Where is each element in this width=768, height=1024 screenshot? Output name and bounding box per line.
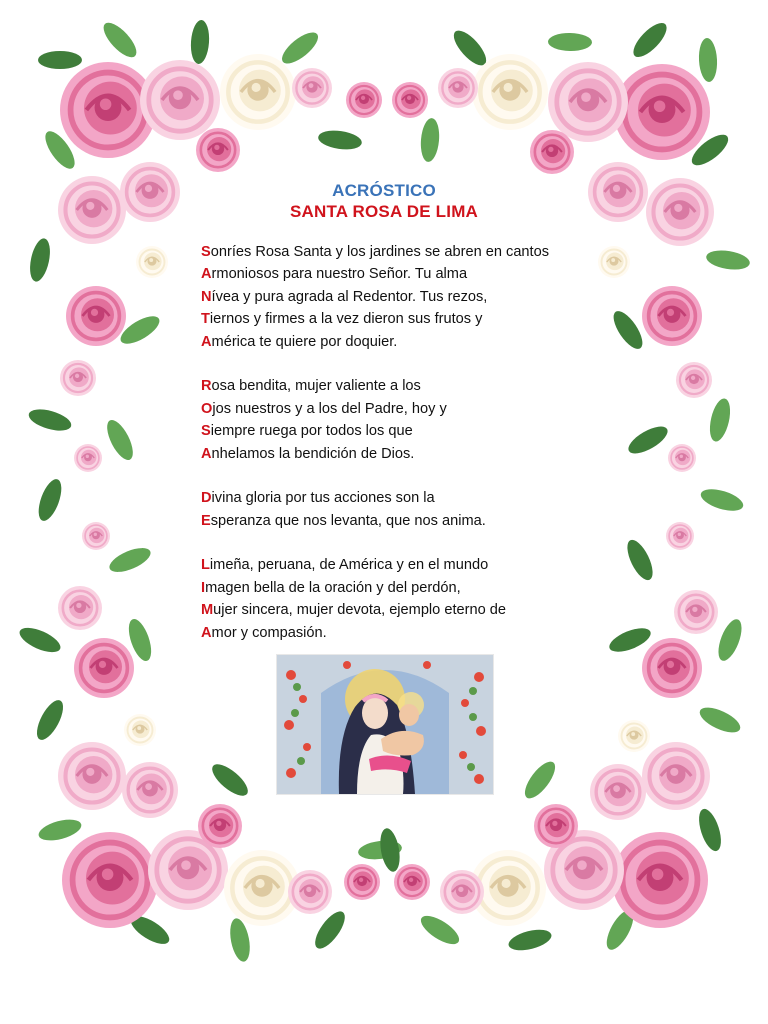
rose-flower — [62, 832, 158, 928]
leaf — [317, 128, 363, 152]
poem-line-text: speranza que nos levanta, que nos anima. — [210, 512, 486, 529]
poem-line-text: ujer sincera, mujer devota, ejemplo eterno de — [213, 602, 507, 619]
rose-flower — [124, 714, 156, 746]
rose-flower — [394, 864, 430, 900]
rose-flower — [122, 762, 178, 818]
leaf — [189, 19, 210, 64]
leaf — [106, 543, 154, 577]
rose-flower — [60, 360, 96, 396]
leaf — [417, 910, 464, 949]
poem-line-text: rmoniosos para nuestro Señor. Tu alma — [211, 266, 468, 283]
rose-flower — [140, 60, 220, 140]
rose-flower — [74, 638, 134, 698]
acrostic-initial: S — [201, 244, 211, 260]
rose-flower — [198, 804, 242, 848]
leaf — [695, 806, 726, 853]
leaf — [696, 703, 743, 738]
leaf — [606, 623, 654, 656]
poem-line — [201, 622, 581, 644]
leaf — [548, 33, 592, 52]
poem-line — [201, 487, 581, 509]
leaf — [520, 757, 561, 803]
acrostic-initial: A — [201, 624, 212, 641]
rose-flower — [58, 586, 102, 630]
poem-line-text: imeña, peruana, de América y en el mundo — [209, 557, 489, 574]
stanza — [201, 487, 581, 532]
poem-line — [201, 443, 581, 465]
leaf — [98, 18, 141, 62]
leaf — [698, 485, 745, 515]
leaf — [608, 307, 648, 354]
leaf — [628, 18, 672, 62]
leaf — [38, 51, 82, 69]
acrostic-initial: E — [201, 512, 211, 529]
rose-flower — [392, 82, 428, 118]
poem-line — [201, 510, 581, 532]
leaf — [310, 907, 350, 953]
rose-flower — [220, 54, 296, 130]
acrostic-initial: A — [201, 333, 212, 350]
acrostic-initial: M — [201, 602, 214, 619]
poem-line — [201, 554, 581, 576]
acrostic-initial: O — [201, 400, 213, 417]
acrostic-initial: A — [201, 266, 212, 283]
rose-flower — [666, 522, 694, 550]
acrostic-initial: A — [201, 445, 212, 462]
leaf — [377, 827, 402, 873]
acrostic-initial: T — [201, 311, 210, 328]
poem-line-text: onríes Rosa Santa y los jardines se abren en cantos — [210, 244, 550, 260]
rose-flower — [66, 286, 126, 346]
poem-line-text: osa bendita, mujer valiente a los — [211, 378, 421, 395]
acrostic-initial: D — [201, 490, 212, 507]
stanza — [201, 241, 581, 353]
poem-line — [201, 375, 581, 397]
poem-line-text: ivina gloria por tus acciones son la — [211, 490, 435, 507]
leaf — [27, 237, 54, 284]
rose-flower — [440, 870, 484, 914]
poem-line — [201, 599, 581, 621]
poem-line — [201, 577, 581, 599]
poem-line-text: nhelamos la bendición de Dios. — [211, 445, 415, 462]
leaf — [34, 476, 66, 524]
leaf — [706, 397, 733, 444]
rose-flower — [614, 64, 710, 160]
acrostic-initial: S — [201, 423, 211, 440]
stanza — [201, 375, 581, 465]
rose-flower — [472, 54, 548, 130]
rose-flower — [82, 522, 110, 550]
rose-flower — [618, 720, 650, 752]
rose-flower — [74, 444, 102, 472]
poem-line — [201, 398, 581, 420]
acrostic-initial: R — [201, 378, 212, 395]
leaf — [624, 421, 671, 459]
poem-line-text: mor y compasión. — [211, 624, 327, 641]
acrostic-initial: N — [201, 288, 212, 305]
poem-line-text: iempre ruega por todos los que — [210, 423, 413, 440]
leaf — [26, 405, 73, 434]
poem-line — [201, 241, 581, 263]
rose-flower — [530, 130, 574, 174]
leaf — [622, 536, 657, 583]
poem-line — [201, 286, 581, 308]
rose-flower — [676, 362, 712, 398]
leaf — [277, 27, 323, 69]
leaf — [705, 248, 751, 273]
acrostic-kicker: ACRÓSTICO — [332, 181, 436, 200]
poem-line-text: jos nuestros y a los del Padre, hoy y — [212, 400, 447, 417]
rose-flower — [674, 590, 718, 634]
poem-line — [201, 308, 581, 330]
rose-flower — [612, 832, 708, 928]
poem-line-text: magen bella de la oración y del perdón, — [205, 579, 461, 596]
rose-flower — [346, 82, 382, 118]
poem-title: SANTA ROSA DE LIMA — [289, 202, 479, 221]
saint-rose-image — [276, 654, 494, 795]
rose-flower — [590, 764, 646, 820]
title-block — [0, 180, 768, 222]
stanza — [201, 554, 581, 644]
leaf — [419, 117, 441, 162]
poem-line-text: ívea y pura agrada al Redentor. Tus rezos, — [211, 288, 488, 305]
rose-flower — [136, 246, 168, 278]
rose-flower — [668, 444, 696, 472]
rose-flower — [534, 804, 578, 848]
rose-flower — [642, 286, 702, 346]
leaf — [698, 38, 718, 83]
poem-line — [201, 331, 581, 353]
acrostic-initial: L — [201, 557, 210, 574]
leaf — [36, 816, 83, 845]
rose-flower — [292, 68, 332, 108]
rose-flower — [288, 870, 332, 914]
rose-flower — [344, 864, 380, 900]
poem-line — [201, 420, 581, 442]
poem-line — [201, 263, 581, 285]
acrostic-initial: I — [201, 579, 206, 596]
rose-flower — [598, 246, 630, 278]
acrostic-poem — [201, 241, 581, 666]
rose-flower — [438, 68, 478, 108]
leaf — [506, 926, 553, 954]
leaf — [32, 696, 69, 743]
rose-flower — [58, 742, 126, 810]
poem-line-text: iernos y firmes a la vez dieron sus frutos y — [209, 311, 483, 328]
rose-flower — [196, 128, 240, 172]
poem-line-text: mérica te quiere por doquier. — [211, 333, 398, 350]
rose-flower — [642, 742, 710, 810]
rose-flower — [548, 62, 628, 142]
leaf — [207, 759, 252, 801]
leaf — [16, 623, 64, 657]
rose-flower — [642, 638, 702, 698]
leaf — [714, 616, 747, 664]
leaf — [102, 416, 138, 463]
